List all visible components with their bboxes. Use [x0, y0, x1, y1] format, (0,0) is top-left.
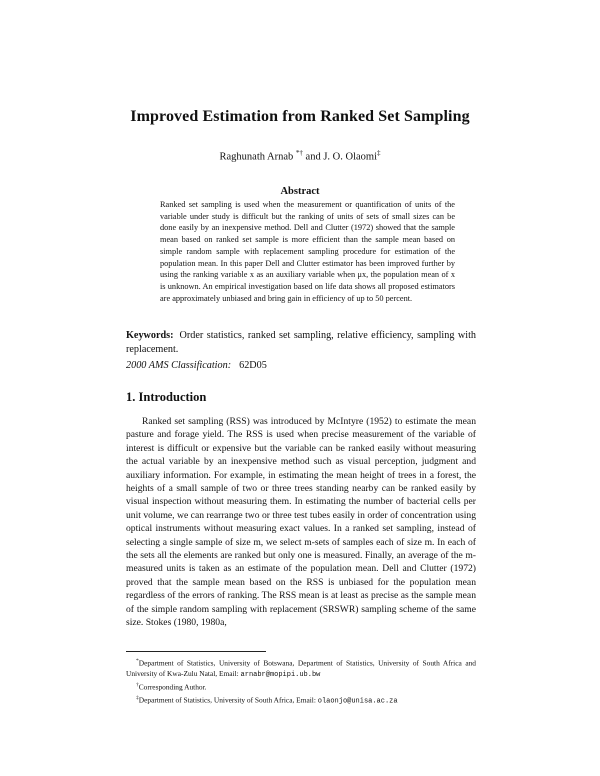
author-line [0, 149, 600, 163]
footnote-1 [126, 656, 476, 680]
keywords-text: Order statistics, ranked set sampling, relative efficiency, sampling with replacement. [126, 330, 476, 355]
ams-label: 2000 AMS Classification: [126, 360, 232, 371]
footnote-2-text: Corresponding Author. [138, 682, 207, 692]
footnote-rule [126, 651, 266, 652]
footnote-3 [126, 693, 476, 707]
keywords [126, 329, 476, 356]
section-heading-introduction: 1. Introduction [126, 390, 207, 404]
ams-value: 62D05 [239, 360, 267, 371]
footnote-3-text: Department of Statistics, University of South Africa, Email: [138, 695, 316, 705]
footnote-1-mark: * [136, 658, 139, 664]
author-1-marks: *† [295, 149, 303, 157]
footnote-1-text: Department of Statistics, University of Botswana, Department of Statistics, University of South Africa and University of Kwa-Zulu Natal, Email: [126, 658, 476, 678]
keywords-label: Keywords: [126, 330, 174, 341]
footnote-2-mark: † [136, 682, 139, 689]
abstract-text: Ranked set sampling is used when the measurement or quantification of units of the variable under study is difficult but the ranking of units of sets of small sizes can be done easily by an inexpensive method. Dell and Clutter (1972) showed that the sample mean based on ranked set sample is more efficient than the sample mean based on simple random sample with replacement sampling procedure for estimation of the population mean. In this paper Dell and Clutter estimator has been improved further by using the ranking variable x as an auxiliary variable when μx, the population mean of x is unknown. An empirical investigation based on life data shows all proposed estimators are approximately unbiased and bring gain in efficiency of up to 50 percent. [160, 200, 455, 303]
ams-classification [126, 360, 476, 371]
author-2: J. O. Olaomi [323, 151, 377, 163]
footnote-3-email: olaonjo@unisa.ac.za [317, 697, 398, 706]
footnote-2 [126, 680, 476, 693]
abstract-heading: Abstract [280, 186, 320, 197]
footnote-3-mark: ‡ [136, 695, 139, 702]
introduction-text: Ranked set sampling (RSS) was introduced by McIntyre (1952) to estimate the mean pasture and forage yield. The RSS is used when precise measurement of the variable of interest is difficult or expensive but the variable can be ranked easily without measuring the actual variable by an inexpensive method such as visual perception, judgment and auxiliary information. For example, in estimating the mean height of trees in a forest, the heights of a small sample of two or three trees standing nearby can be ranked easily by visual inspection without measuring them. In estimating the number of bacterial cells per unit volume, we can rearrange two or three test tubes easily in order of concentration using optical instruments without measuring exact values. In a ranked set sampling, instead of selecting a single sample of size m, we select m-sets of samples each of size m. In each of the sets all the elements are ranked but only one is measured. Finally, an average of the m-measured units is taken as an estimate of the population mean. Dell and Clutter (1972) proved that the sample mean based on the RSS is unbiased for the population mean regardless of the errors of ranking. The RSS mean is at least as precise as the sample mean of the simple random sampling with replacement (SRSWR) sampling scheme of the same size. Stokes (1980, 1980a, [126, 416, 476, 629]
author-1: Raghunath Arnab [219, 151, 294, 163]
footnote-1-email: arnabr@mopipi.ub.bw [240, 670, 321, 679]
paper-title: Improved Estimation from Ranked Set Sampling [130, 108, 470, 125]
author-2-mark: ‡ [377, 149, 381, 157]
author-connector: and [305, 151, 321, 163]
footnotes [126, 656, 476, 707]
